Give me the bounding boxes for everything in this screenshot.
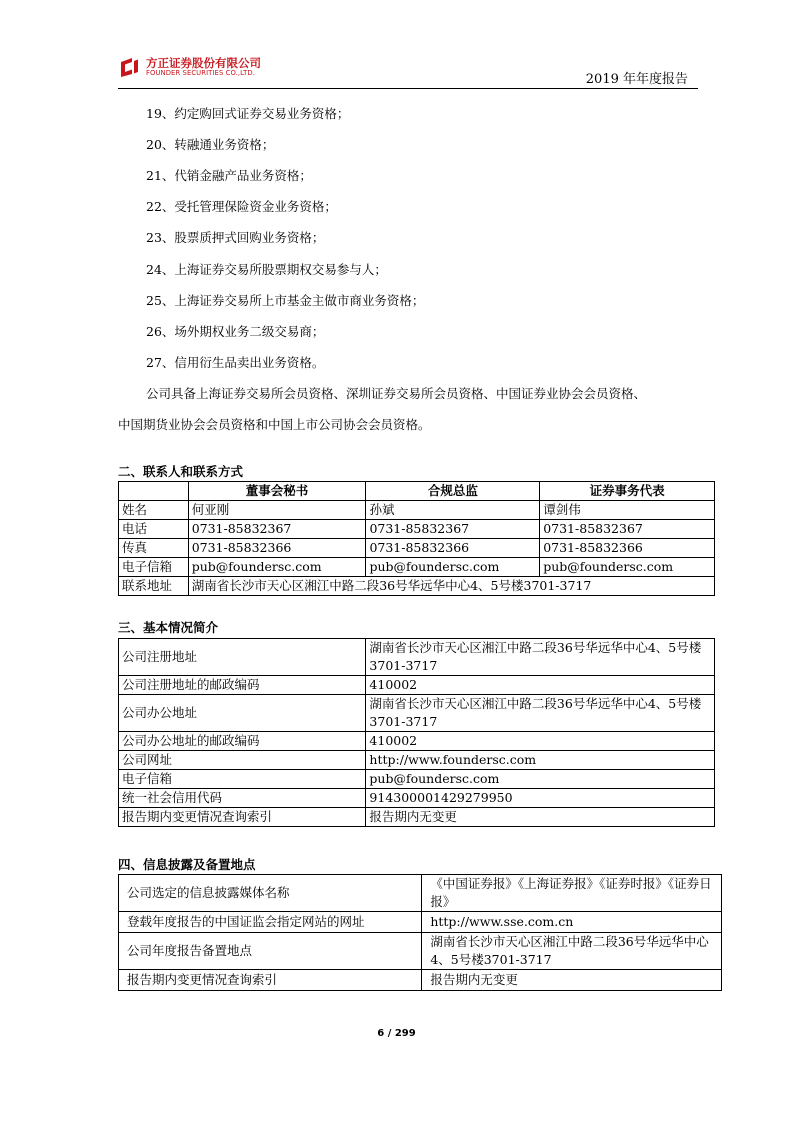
table-cell: 湖南省长沙市天心区湘江中路二段36号华远华中心4、5号楼3701-3717 [366, 695, 715, 732]
basic-info-table [118, 638, 715, 827]
table-row [119, 520, 715, 539]
address-cell: 湖南省长沙市天心区湘江中路二段36号华远华中心4、5号楼3701-3717 [188, 577, 714, 596]
contacts-table [118, 481, 715, 596]
table-cell: 报告期内无变更 [366, 808, 715, 827]
email-link[interactable]: pub@foundersc.com [540, 558, 715, 577]
table-cell: 0731-85832366 [540, 539, 715, 558]
list-item: 26、场外期权业务二级交易商； [146, 324, 325, 339]
page-number: 6 / 299 [377, 1028, 416, 1039]
table-row [119, 751, 715, 770]
row-label: 公司注册地址 [119, 639, 366, 676]
table-header-cell [119, 482, 189, 501]
table-cell: 谭剑伟 [540, 501, 715, 520]
table-row [119, 875, 722, 912]
row-label: 公司注册地址的邮政编码 [119, 676, 366, 695]
membership-paragraph-line2: 中国期货业协会会员资格和中国上市公司协会会员资格。 [118, 417, 431, 432]
table-cell: 0731-85832367 [188, 520, 366, 539]
email-link[interactable]: pub@foundersc.com [366, 558, 540, 577]
row-label: 公司办公地址的邮政编码 [119, 732, 366, 751]
table-cell: 湖南省长沙市天心区湘江中路二段36号华远华中心4、5号楼3701-3717 [422, 933, 722, 970]
table-row [119, 912, 722, 933]
membership-paragraph-line1: 公司具备上海证券交易所会员资格、深圳证券交易所会员资格、中国证券业协会会员资格、 [146, 386, 647, 401]
list-item: 22、受托管理保险资金业务资格； [146, 199, 337, 214]
founder-logo-icon [118, 56, 140, 78]
company-name-en: FOUNDER SECURITIES CO.,LTD. [146, 69, 255, 77]
row-label: 报告期内变更情况查询索引 [119, 808, 366, 827]
website-link[interactable]: http://www.foundersc.com [366, 751, 715, 770]
table-row [119, 558, 715, 577]
row-label: 电子信箱 [119, 558, 189, 577]
list-item: 19、约定购回式证券交易业务资格； [146, 106, 350, 121]
list-item: 27、信用衍生品卖出业务资格。 [146, 355, 325, 370]
table-row [119, 970, 722, 991]
list-item: 20、转融通业务资格； [146, 137, 275, 152]
row-label: 登载年度报告的中国证监会指定网站的网址 [119, 912, 422, 933]
table-cell: 0731-85832367 [540, 520, 715, 539]
list-item: 21、代销金融产品业务资格； [146, 168, 312, 183]
section-heading-basic-info: 三、基本情况简介 [118, 620, 219, 635]
table-row [119, 695, 715, 732]
company-name-cn: 方正证券股份有限公司 [146, 56, 261, 70]
table-row [119, 770, 715, 789]
table-cell: 何亚刚 [188, 501, 366, 520]
row-label: 公司网址 [119, 751, 366, 770]
list-item: 24、上海证券交易所股票期权交易参与人； [146, 262, 387, 277]
table-row [119, 539, 715, 558]
row-label: 报告期内变更情况查询索引 [119, 970, 422, 991]
table-cell: 《中国证券报》《上海证券报》《证券时报》《证券日报》 [422, 875, 722, 912]
table-cell: 湖南省长沙市天心区湘江中路二段36号华远华中心4、5号楼3701-3717 [366, 639, 715, 676]
table-row [119, 789, 715, 808]
table-row [119, 933, 722, 970]
table-cell: 0731-85832366 [366, 539, 540, 558]
list-item: 25、上海证券交易所上市基金主做市商业务资格； [146, 293, 425, 308]
table-cell: 孙斌 [366, 501, 540, 520]
row-label: 姓名 [119, 501, 189, 520]
table-row [119, 501, 715, 520]
website-link[interactable]: http://www.sse.com.cn [422, 912, 722, 933]
disclosure-table [118, 874, 722, 991]
row-label: 统一社会信用代码 [119, 789, 366, 808]
table-header-cell: 证券事务代表 [540, 482, 715, 501]
section-heading-disclosure: 四、信息披露及备置地点 [118, 857, 256, 872]
row-label: 电话 [119, 520, 189, 539]
report-title: 2019 年年度报告 [585, 72, 688, 87]
row-label: 公司办公地址 [119, 695, 366, 732]
page-header [118, 52, 698, 89]
table-row [119, 732, 715, 751]
table-header-row [119, 482, 715, 501]
table-row [119, 577, 715, 596]
section-heading-contacts: 二、联系人和联系方式 [118, 464, 244, 479]
table-cell: 410002 [366, 732, 715, 751]
email-link[interactable]: pub@foundersc.com [366, 770, 715, 789]
table-cell: 0731-85832366 [188, 539, 366, 558]
table-row [119, 639, 715, 676]
table-header-cell: 合规总监 [366, 482, 540, 501]
row-label: 电子信箱 [119, 770, 366, 789]
email-link[interactable]: pub@foundersc.com [188, 558, 366, 577]
table-row [119, 676, 715, 695]
table-cell: 0731-85832367 [366, 520, 540, 539]
table-row [119, 808, 715, 827]
row-label: 公司年度报告备置地点 [119, 933, 422, 970]
row-label: 公司选定的信息披露媒体名称 [119, 875, 422, 912]
table-cell: 914300001429279950 [366, 789, 715, 808]
row-label: 传真 [119, 539, 189, 558]
table-cell: 报告期内无变更 [422, 970, 722, 991]
list-item: 23、股票质押式回购业务资格； [146, 230, 325, 245]
table-header-cell: 董事会秘书 [188, 482, 366, 501]
table-cell: 410002 [366, 676, 715, 695]
row-label: 联系地址 [119, 577, 189, 596]
